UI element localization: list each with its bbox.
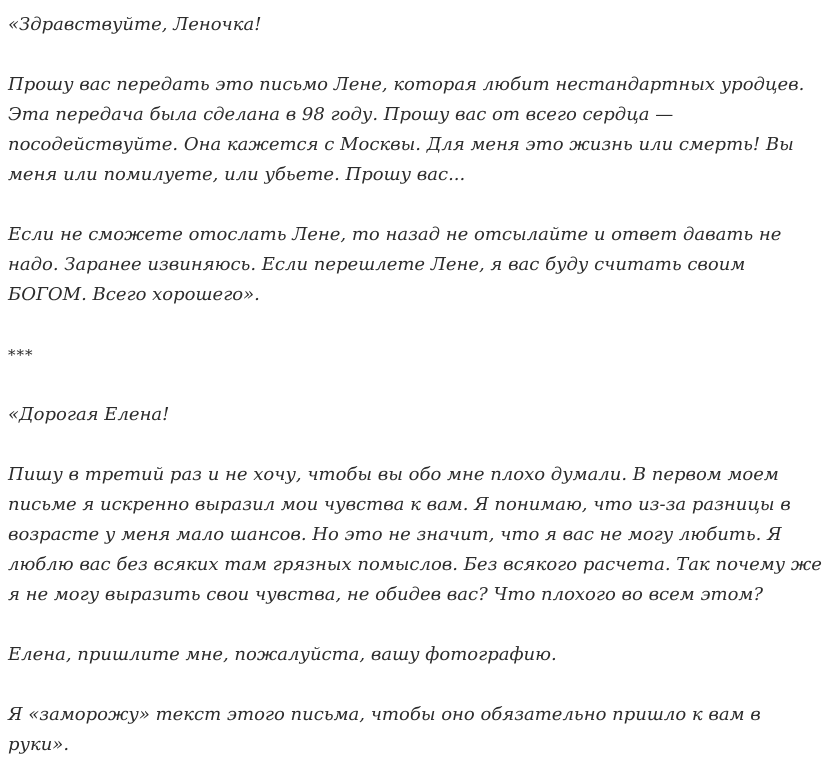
- greeting-paragraph-2: [8, 400, 725, 430]
- text-line: Эта передача была сделана в 98 году. Прошу вас от всего сердца —: [8, 104, 674, 125]
- greeting-paragraph: [8, 10, 725, 40]
- text-line: Елена, пришлите мне, пожалуйста, вашу фотографию.: [8, 644, 557, 665]
- text-line: меня или помилуете, или убьете. Прошу вас...: [8, 164, 466, 185]
- text-line: надо. Заранее извиняюсь. Если перешлете Лене, я вас буду считать своим: [8, 254, 746, 275]
- feelings-paragraph: [8, 460, 822, 610]
- separator-text: ***: [8, 346, 34, 364]
- text-line: возрасте у меня мало шансов. Но это не значит, что я вас не могу любить. Я: [8, 524, 782, 545]
- text-line: БОГОМ. Всего хорошего».: [8, 284, 260, 305]
- section-separator: [8, 340, 725, 370]
- final-paragraph: [8, 700, 761, 760]
- text-line: Пишу в третий раз и не хочу, чтобы вы обо мне плохо думали. В первом моем: [8, 464, 779, 485]
- photo-request-paragraph: [8, 640, 725, 670]
- text-line: Я «заморожу» текст этого письма, чтобы оно обязательно пришло к вам в: [8, 704, 761, 725]
- request-paragraph: [8, 70, 805, 190]
- text-line: «Здравствуйте, Леночка!: [8, 14, 262, 35]
- text-line: руки».: [8, 734, 70, 755]
- text-line: «Дорогая Елена!: [8, 404, 170, 425]
- text-line: письме я искренно выразил мои чувства к вам. Я понимаю, что из-за разницы в: [8, 494, 791, 515]
- closing-paragraph: [8, 220, 782, 310]
- text-line: Прошу вас передать это письмо Лене, которая любит нестандартных уродцев.: [8, 74, 805, 95]
- text-line: Если не сможете отослать Лене, то назад не отсылайте и ответ давать не: [8, 224, 782, 245]
- text-line: посодействуйте. Она кажется с Москвы. Для меня это жизнь или смерть! Вы: [8, 134, 794, 155]
- text-line: люблю вас без всяких там грязных помыслов. Без всякого расчета. Так почему же: [8, 554, 822, 575]
- text-line: я не могу выразить свои чувства, не обидев вас? Что плохого во всем этом?: [8, 584, 763, 605]
